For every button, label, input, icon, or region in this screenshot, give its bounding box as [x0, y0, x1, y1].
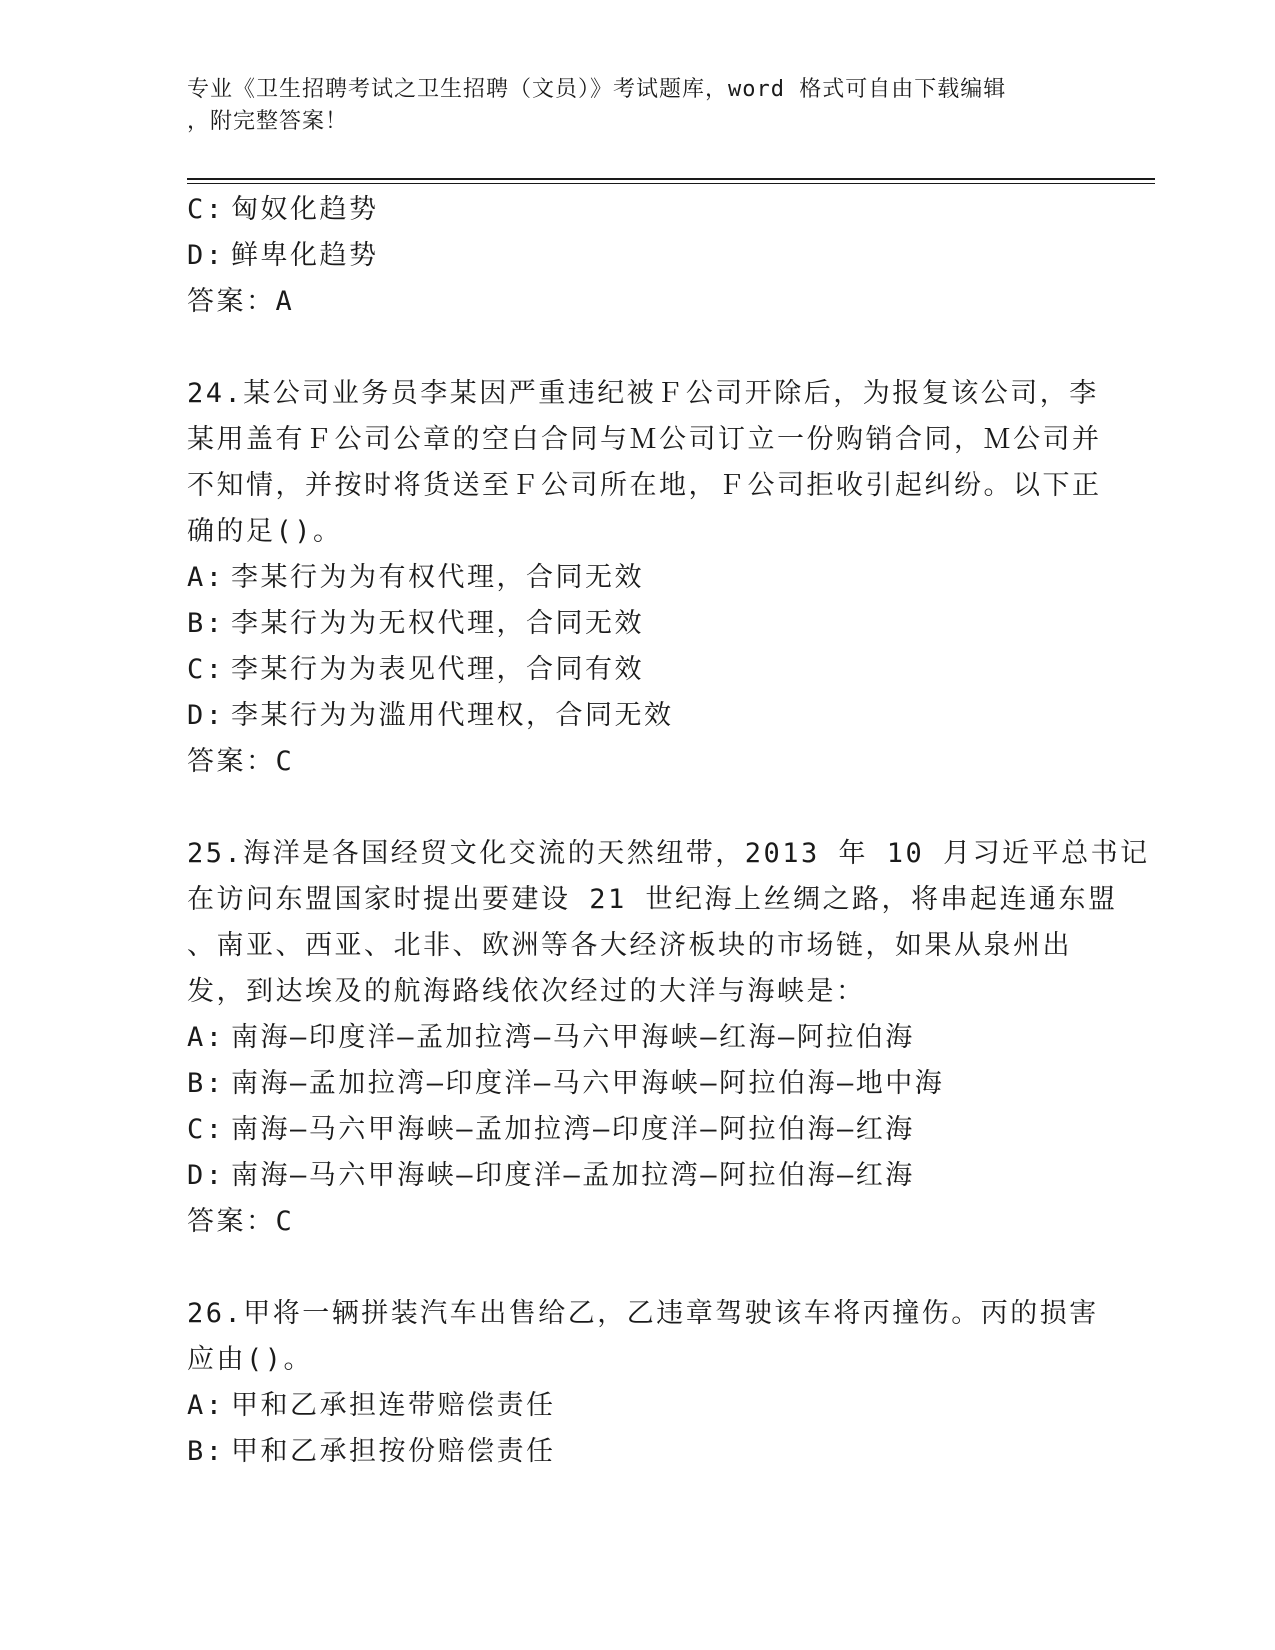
option-b [187, 1061, 1087, 1107]
option-c [187, 1107, 1087, 1153]
option-key: C: [187, 1114, 225, 1145]
option-key: C: [187, 194, 225, 225]
option-text: 甲和乙承担按份赔偿责任 [231, 1436, 556, 1467]
spacer [187, 785, 1087, 831]
option-text: 南海—印度洋—孟加拉湾—马六甲海峡—红海—阿拉伯海 [231, 1022, 915, 1053]
option-key: A: [187, 1390, 225, 1421]
question-stem-line: 发，到达埃及的航海路线依次经过的大洋与海峡是： [187, 976, 866, 1007]
spacer [187, 1245, 1087, 1291]
question-stem-line: 应由()。 [187, 1344, 314, 1375]
question-content [187, 187, 1150, 1475]
option-key: C: [187, 654, 225, 685]
option-b [187, 601, 1087, 647]
header-rule-thin [187, 183, 1155, 184]
question-stem-line: 不知情，并按时将货送至Ｆ公司所在地，Ｆ公司拒收引起纠纷。以下正 [187, 470, 1102, 501]
option-a [187, 1383, 1087, 1429]
option-key: A: [187, 562, 225, 593]
answer-line: 答案：C [187, 1206, 295, 1237]
option-d [187, 1153, 1087, 1199]
option-key: A: [187, 1022, 225, 1053]
question-24 [187, 371, 1102, 785]
option-text: 李某行为为无权代理，合同无效 [231, 608, 644, 639]
answer-line: 答案：C [187, 746, 295, 777]
option-text: 南海—马六甲海峡—印度洋—孟加拉湾—阿拉伯海—红海 [231, 1160, 915, 1191]
page-header: 专业《卫生招聘考试之卫生招聘（文员）》考试题库，word 格式可自由下载编辑 ，附完整答案！ [187, 77, 1007, 134]
question-stem-line: 某用盖有Ｆ公司公章的空白合同与Ｍ公司订立一份购销合同，Ｍ公司并 [187, 424, 1102, 455]
option-text: 鲜卑化趋势 [231, 240, 379, 271]
option-key: D: [187, 1160, 225, 1191]
option-key: B: [187, 1068, 225, 1099]
option-text: 李某行为为表见代理，合同有效 [231, 654, 644, 685]
option-text: 甲和乙承担连带赔偿责任 [231, 1390, 556, 1421]
header-rule-thick [187, 178, 1155, 180]
question-stem-line: 25.海洋是各国经贸文化交流的天然纽带，2013 年 10 月习近平总书记 [187, 838, 1150, 869]
option-d [187, 693, 1087, 739]
option-text: 李某行为为滥用代理权，合同无效 [231, 700, 674, 731]
spacer [187, 325, 1087, 371]
option-key: B: [187, 1436, 225, 1467]
prev-question [187, 187, 1087, 325]
option-text: 匈奴化趋势 [231, 194, 379, 225]
question-25 [187, 831, 1150, 1245]
question-stem-line: 、南亚、西亚、北非、欧洲等各大经济板块的市场链，如果从泉州出 [187, 930, 1072, 961]
option-key: D: [187, 700, 225, 731]
option-c [187, 187, 1087, 233]
option-c [187, 647, 1087, 693]
option-a [187, 555, 1087, 601]
option-text: 南海—孟加拉湾—印度洋—马六甲海峡—阿拉伯海—地中海 [231, 1068, 945, 1099]
answer-line: 答案：A [187, 286, 295, 317]
question-stem-line: 在访问东盟国家时提出要建设 21 世纪海上丝绸之路，将串起连通东盟 [187, 884, 1118, 915]
question-stem-line: 24.某公司业务员李某因严重违纪被Ｆ公司开除后，为报复该公司，李 [187, 378, 1099, 409]
option-a [187, 1015, 1087, 1061]
question-stem-line: 确的足()。 [187, 516, 343, 547]
question-26 [187, 1291, 1099, 1475]
option-b [187, 1429, 1087, 1475]
option-d [187, 233, 1087, 279]
option-text: 南海—马六甲海峡—孟加拉湾—印度洋—阿拉伯海—红海 [231, 1114, 915, 1145]
option-text: 李某行为为有权代理，合同无效 [231, 562, 644, 593]
option-key: D: [187, 240, 225, 271]
option-key: B: [187, 608, 225, 639]
question-stem-line: 26.甲将一辆拼装汽车出售给乙，乙违章驾驶该车将丙撞伤。丙的损害 [187, 1298, 1099, 1329]
